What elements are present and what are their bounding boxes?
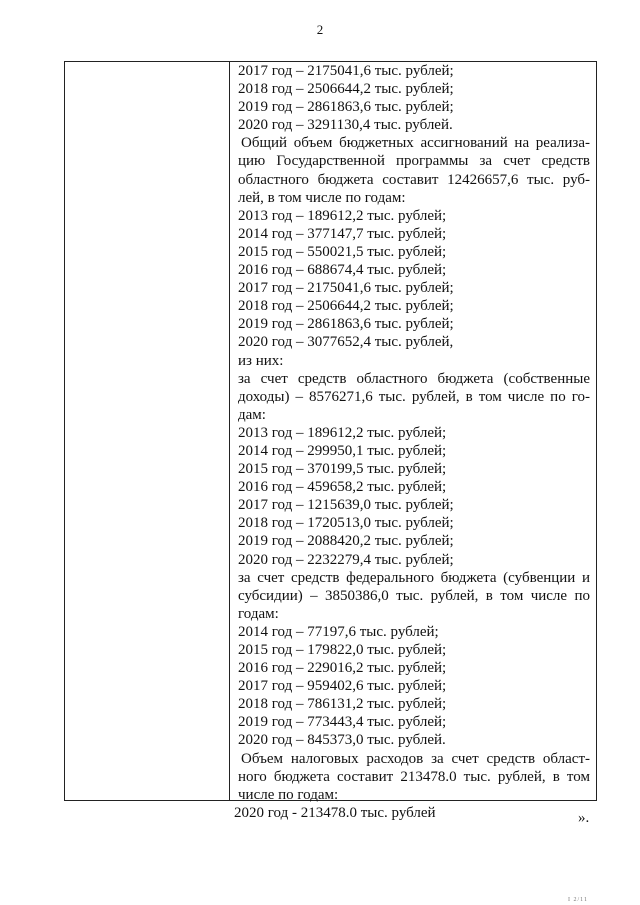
text-line: 2014 год – 77197,6 тыс. рублей;	[238, 623, 439, 640]
text-line: 2018 год – 786131,2 тыс. рублей;	[238, 696, 447, 713]
text-line: 2015 год – 179822,0 тыс. рублей;	[238, 642, 447, 658]
text-line: 2019 год – 2861863,6 тыс. рублей;	[238, 316, 454, 333]
text-line: 2017 год – 959402,6 тыс. рублей;	[238, 678, 447, 695]
footer-mark: I 2/11	[568, 897, 588, 903]
text-line: 2017 год – 2175041,6 тыс. рублей;	[238, 63, 454, 79]
text-line: 2016 год – 688674,4 тыс. рублей;	[238, 262, 447, 279]
budget-text-cell	[234, 62, 590, 822]
text-line: из них:	[238, 352, 284, 369]
text-line: 2017 год – 1215639,0 тыс. рублей;	[238, 497, 454, 514]
text-line: 2020 год – 3077652,4 тыс. рублей,	[238, 334, 454, 351]
closing-quote: ».	[578, 810, 590, 826]
page-number: 2	[316, 22, 324, 37]
text-line: 2017 год – 2175041,6 тыс. рублей;	[238, 280, 454, 297]
text-line: 2019 год – 2088420,2 тыс. рублей;	[238, 533, 454, 550]
text-line: областного бюджета составит 12426657,6 тыс. руб-	[238, 171, 590, 188]
text-line: лей, в том числе по годам:	[238, 189, 406, 206]
text-line: 2020 год – 3291130,4 тыс. рублей.	[238, 117, 453, 134]
text-line: 2016 год – 229016,2 тыс. рублей;	[238, 660, 447, 677]
text-line: ного бюджета составит 213478.0 тыс. рублей, в том	[238, 768, 590, 785]
text-line: доходы) – 8576271,6 тыс. рублей, в том числе по го-	[238, 388, 590, 405]
text-line: цию Государственной программы за счет средств	[238, 153, 590, 170]
text-line: 2020 год - 213478.0 тыс. рублей	[234, 804, 436, 821]
text-line: 2014 год – 299950,1 тыс. рублей;	[238, 442, 447, 459]
text-line: 2018 год – 1720513,0 тыс. рублей;	[238, 515, 454, 532]
text-line: 2013 год – 189612,2 тыс. рублей;	[238, 207, 447, 224]
text-line: 2015 год – 550021,5 тыс. рублей;	[238, 243, 447, 260]
text-line: за счет средств федерального бюджета (субвенции и	[238, 569, 590, 586]
text-line: годам:	[238, 605, 279, 622]
text-line: 2018 год – 2506644,2 тыс. рублей;	[238, 81, 454, 98]
text-line: числе по годам:	[238, 786, 339, 803]
text-line: Общий объем бюджетных ассигнований на реализа-	[241, 135, 590, 152]
text-line: 2015 год – 370199,5 тыс. рублей;	[238, 461, 447, 478]
budget-table	[64, 61, 597, 821]
text-line: 2019 год – 2861863,6 тыс. рублей;	[238, 99, 454, 116]
text-line: 2014 год – 377147,7 тыс. рублей;	[238, 225, 447, 242]
text-line: 2018 год – 2506644,2 тыс. рублей;	[238, 298, 454, 315]
text-line: дам:	[238, 406, 266, 423]
text-line: 2013 год – 189612,2 тыс. рублей;	[238, 424, 447, 441]
text-line: 2019 год – 773443,4 тыс. рублей;	[238, 714, 447, 731]
column-divider	[229, 62, 230, 800]
text-line: Объем налоговых расходов за счет средств област-	[241, 750, 590, 767]
text-line: 2020 год – 2232279,4 тыс. рублей;	[238, 551, 454, 568]
text-line: 2016 год – 459658,2 тыс. рублей;	[238, 479, 447, 496]
text-line: за счет средств областного бюджета (собственные	[238, 370, 590, 387]
text-line: 2020 год – 845373,0 тыс. рублей.	[238, 732, 446, 749]
text-line: субсидии) – 3850386,0 тыс. рублей, в том числе по	[238, 587, 590, 604]
